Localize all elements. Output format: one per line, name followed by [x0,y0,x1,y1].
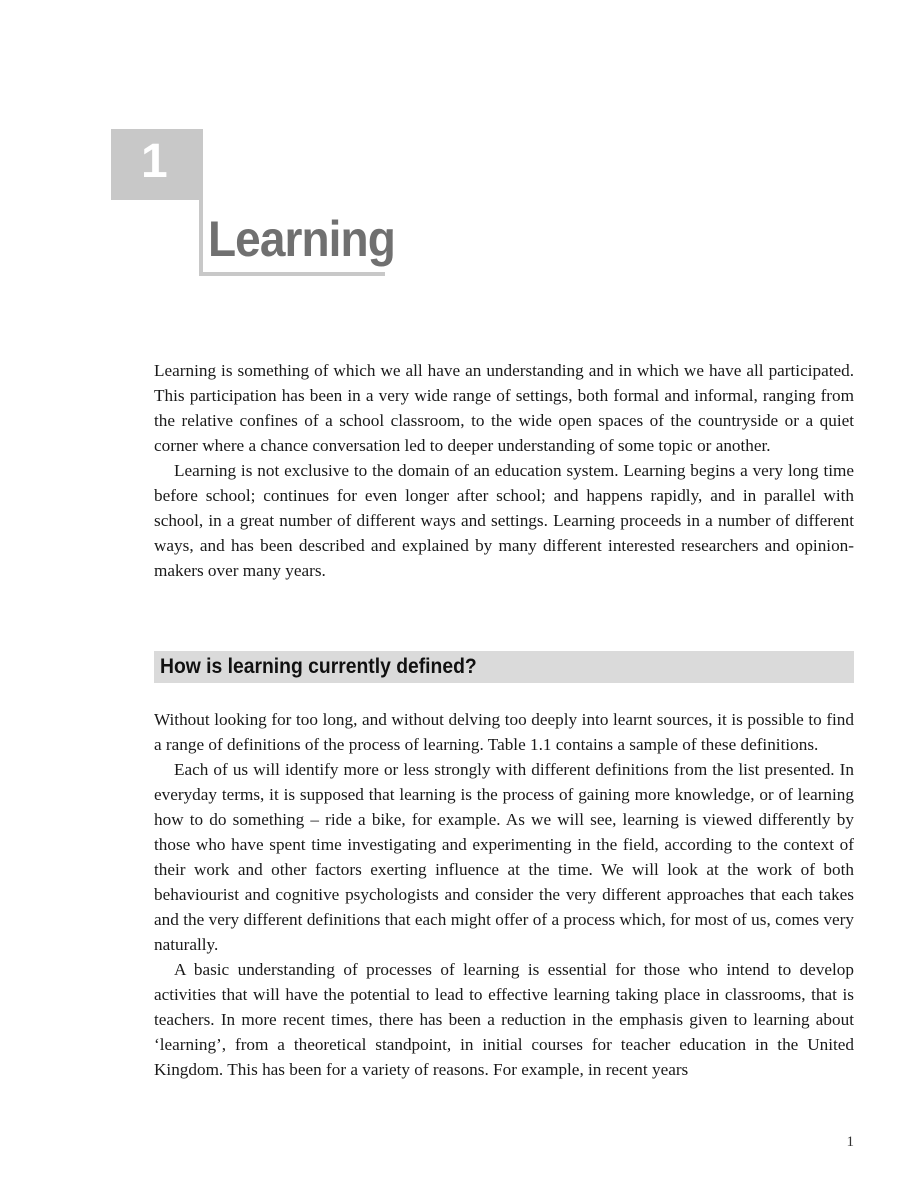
intro-paragraph-2: Learning is not exclusive to the domain of an education system. Learning begins a very long time before school; continues for even longer after school; and happens rapidly, and in parallel with school, in a great number of different ways and settings. Learning proceeds in a number of different ways, and has been described and explained by many different interested researchers and opinion-makers over many years. [154,461,854,580]
intro-text [154,358,854,583]
chapter-number: 1 [141,135,168,188]
section-text [154,707,854,1082]
page-number: 1 [846,1134,854,1150]
title-rule-vertical [199,200,203,276]
section-paragraph-2: Each of us will identify more or less strongly with different definitions from the list presented. In everyday terms, it is supposed that learning is the process of gaining more knowledge, or of learning how to do something – ride a bike, for example. As we will see, learning is viewed differently by those who have spent time investigating and experimenting in the field, according to the context of their work and other factors exerting influence at the time. We will look at the work of both behaviourist and cognitive psychologists and consider the very different approaches that each takes and the very different definitions that each might offer of a process which, for most of us, comes very naturally. [154,760,854,954]
title-rule-horizontal [199,272,385,276]
section-paragraph-1: Without looking for too long, and without delving too deeply into learnt sources, it is possible to find a range of definitions of the process of learning. Table 1.1 contains a sample of these definitions. [154,710,854,754]
chapter-title: Learning [208,211,395,267]
section-paragraph-3: A basic understanding of processes of learning is essential for those who intend to develop activities that will have the potential to lead to effective learning taking place in classrooms, that is teachers. In more recent times, there has been a reduction in the emphasis given to learning about ‘learning’, from a theoretical standpoint, in initial courses for teacher education in the United Kingdom. This has been for a variety of reasons. For example, in recent years [154,960,854,1079]
section-heading: How is learning currently defined? [160,655,477,678]
intro-paragraph-1: Learning is something of which we all have an understanding and in which we have all participated. This participation has been in a very wide range of settings, both formal and informal, ranging from the relative confines of a school classroom, to the wide open spaces of the countryside or a quiet corner where a chance conversation led to deeper understanding of some topic or another. [154,361,854,455]
